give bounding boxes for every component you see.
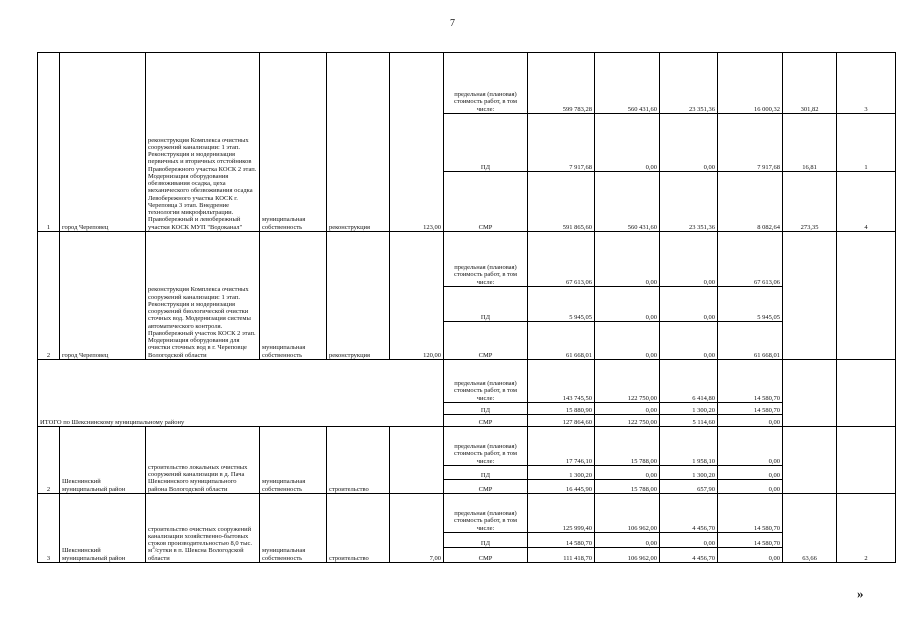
city-cell: город Череповец	[60, 232, 146, 360]
extra-value-cell: 273,35	[783, 172, 837, 232]
table-row	[38, 360, 896, 403]
value-cell: 657,90	[660, 480, 718, 494]
value-cell: 14 580,70	[718, 403, 783, 415]
value-cell: 0,00	[660, 232, 718, 287]
planned-cost-label: предельная (плановая) стоимость работ, в том числе:	[444, 427, 528, 466]
value-cell: 1 300,20	[528, 466, 595, 480]
value-cell: 560 431,60	[595, 53, 660, 114]
value-cell: 14 580,70	[528, 533, 595, 548]
last-column-cell: 2	[837, 494, 896, 563]
last-column-cell: 1	[837, 114, 896, 172]
ownership-cell: муниципальная собственность	[260, 427, 327, 494]
value-cell: 0,00	[718, 480, 783, 494]
value-cell: 4 456,70	[660, 548, 718, 563]
value-cell: 14 580,70	[718, 533, 783, 548]
value-cell: 67 613,06	[528, 232, 595, 287]
value-cell: 0,00	[718, 548, 783, 563]
value-cell: 15 788,00	[595, 480, 660, 494]
program-table	[37, 52, 896, 563]
value-cell: 0,00	[660, 322, 718, 360]
value-cell: 0,00	[595, 533, 660, 548]
value-cell: 5 114,60	[660, 415, 718, 427]
row-index: 2	[38, 427, 60, 494]
description-main: строительство очистных сооружений канализации хозяйственно-бытовых стоков производительностью 8,0 тыс. м	[148, 525, 253, 555]
value-cell: 67 613,06	[718, 232, 783, 287]
value-cell: 14 580,70	[718, 360, 783, 403]
pd-label: ПД	[444, 533, 528, 548]
last-column-cell	[837, 232, 896, 360]
smr-label: СМР	[444, 548, 528, 563]
value-cell: 7 917,68	[528, 114, 595, 172]
value-cell: 127 864,60	[528, 415, 595, 427]
value-cell: 599 783,28	[528, 53, 595, 114]
object-description	[146, 494, 260, 563]
value-cell: 106 962,00	[595, 494, 660, 533]
table-row	[38, 427, 896, 466]
table-row	[38, 494, 896, 533]
smr-label: СМР	[444, 172, 528, 232]
extra-value-cell: 63,66	[783, 494, 837, 563]
row-index: 1	[38, 53, 60, 232]
cubic-superscript: 3	[152, 546, 155, 552]
description-tail: /сутки в п. Шексна Вологодской области	[148, 547, 244, 562]
value-cell: 1 300,20	[660, 403, 718, 415]
value-cell: 106 962,00	[595, 548, 660, 563]
planned-cost-label: предельная (плановая) стоимость работ, в том числе:	[444, 232, 528, 287]
value-cell: 16 000,32	[718, 53, 783, 114]
value-cell: 0,00	[595, 466, 660, 480]
value-cell: 125 999,40	[528, 494, 595, 533]
value-cell: 5 945,05	[718, 287, 783, 322]
row-index: 2	[38, 232, 60, 360]
last-column-cell	[837, 427, 896, 494]
planned-cost-label: предельная (плановая) стоимость работ, в том числе:	[444, 53, 528, 114]
value-cell: 0,00	[660, 533, 718, 548]
pd-label: ПД	[444, 403, 528, 415]
pd-label: ПД	[444, 114, 528, 172]
object-description: реконструкция Комплекса очистных сооружений канализации: 1 этап. Реконструкция и модернизация сооружений биологической очистки сточных вод. Модернизация системы автоматического контроля. Правобережный участок КОСК 2 этап. Модернизация оборудования для очистки сточных вод в г. Череповце Вологодской области	[146, 232, 260, 360]
value-cell: 0,00	[595, 232, 660, 287]
value-cell: 16 445,90	[528, 480, 595, 494]
value-cell: 0,00	[718, 415, 783, 427]
last-column-cell: 3	[837, 53, 896, 114]
ownership-cell: муниципальная собственность	[260, 53, 327, 232]
work-type-cell: реконструкция	[327, 232, 390, 360]
extra-value-cell: 301,82	[783, 53, 837, 114]
capacity-cell: 123,00	[390, 53, 444, 232]
value-cell: 0,00	[595, 322, 660, 360]
value-cell: 8 082,64	[718, 172, 783, 232]
value-cell: 0,00	[595, 403, 660, 415]
capacity-cell: 120,00	[390, 232, 444, 360]
value-cell: 0,00	[595, 114, 660, 172]
planned-cost-label: предельная (плановая) стоимость работ, в том числе:	[444, 494, 528, 533]
district-cell: Шекснинский муниципальный район	[60, 427, 146, 494]
value-cell: 1 300,20	[660, 466, 718, 480]
value-cell: 23 351,36	[660, 172, 718, 232]
value-cell: 0,00	[660, 287, 718, 322]
value-cell: 122 750,00	[595, 360, 660, 403]
object-description: строительство локальных очистных сооружений канализации в д. Пача Шекснинского муниципального района Вологодской области	[146, 427, 260, 494]
table-row	[38, 53, 896, 114]
extra-value-cell	[783, 360, 837, 427]
value-cell: 17 746,10	[528, 427, 595, 466]
planned-cost-label: предельная (плановая) стоимость работ, в том числе:	[444, 360, 528, 403]
value-cell: 5 945,05	[528, 287, 595, 322]
smr-label: СМР	[444, 415, 528, 427]
last-column-cell	[837, 360, 896, 427]
value-cell: 560 431,60	[595, 172, 660, 232]
capacity-cell: 7,00	[390, 494, 444, 563]
extra-value-cell	[783, 232, 837, 360]
value-cell: 143 745,50	[528, 360, 595, 403]
row-index: 3	[38, 494, 60, 563]
work-type-cell: строительство	[327, 427, 390, 494]
value-cell: 23 351,36	[660, 53, 718, 114]
pd-label: ПД	[444, 466, 528, 480]
continuation-mark: »	[857, 586, 864, 601]
total-label: ИТОГО по Шекснинскому муниципальному району	[38, 360, 444, 427]
value-cell: 0,00	[595, 287, 660, 322]
object-description: реконструкция Комплекса очистных сооружений канализации: 1 этап. Реконструкция и модернизация первичных и вторичных отстойников Правобережного участка КОСК 2 этап. Модернизация оборудования обезвоживания осадка, цеха механического обезвоживания осадка Левобережного участка КОСК г. Череповца 3 этап. Внедрение технологии микрофильтрации. Правобережный и левобережный участки КОСК МУП "Водоканал"	[146, 53, 260, 232]
value-cell: 61 668,01	[718, 322, 783, 360]
value-cell: 4 456,70	[660, 494, 718, 533]
ownership-cell: муниципальная собственность	[260, 232, 327, 360]
value-cell: 591 865,60	[528, 172, 595, 232]
value-cell: 122 750,00	[595, 415, 660, 427]
work-type-cell: реконструкция	[327, 53, 390, 232]
value-cell: 15 788,00	[595, 427, 660, 466]
extra-value-cell	[783, 427, 837, 494]
value-cell: 0,00	[718, 427, 783, 466]
last-column-cell: 4	[837, 172, 896, 232]
value-cell: 14 580,70	[718, 494, 783, 533]
value-cell: 1 958,10	[660, 427, 718, 466]
capacity-cell	[390, 427, 444, 494]
pd-label: ПД	[444, 287, 528, 322]
city-cell: город Череповец	[60, 53, 146, 232]
page-number: 7	[450, 18, 455, 29]
ownership-cell: муниципальная собственность	[260, 494, 327, 563]
smr-label: СМР	[444, 322, 528, 360]
district-cell: Шекснинский муниципальный район	[60, 494, 146, 563]
value-cell: 7 917,68	[718, 114, 783, 172]
value-cell: 61 668,01	[528, 322, 595, 360]
work-type-cell: строительство	[327, 494, 390, 563]
value-cell: 0,00	[660, 114, 718, 172]
smr-label: СМР	[444, 480, 528, 494]
value-cell: 111 418,70	[528, 548, 595, 563]
value-cell: 0,00	[718, 466, 783, 480]
value-cell: 15 880,90	[528, 403, 595, 415]
value-cell: 6 414,80	[660, 360, 718, 403]
extra-value-cell: 16,81	[783, 114, 837, 172]
table-row	[38, 232, 896, 287]
